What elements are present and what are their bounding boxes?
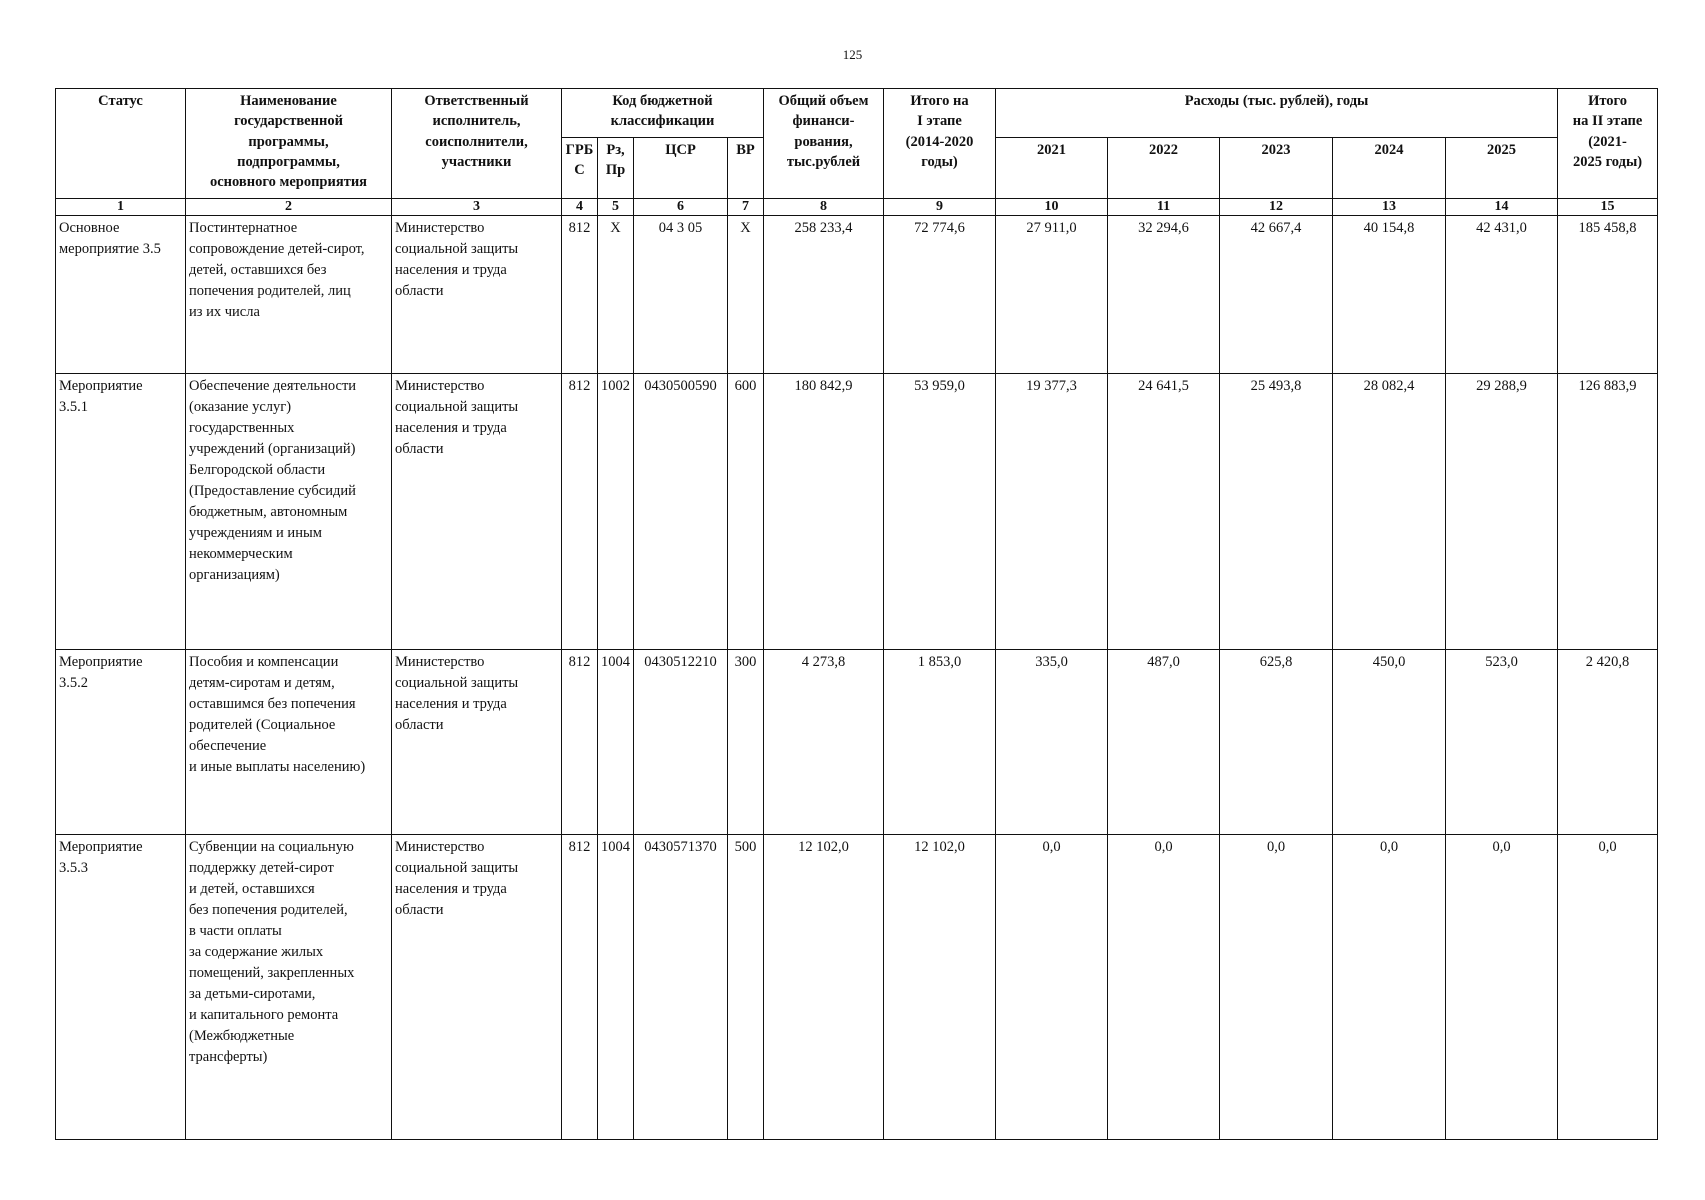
row-2022: 0,0 [1108, 834, 1220, 1139]
row-2023: 42 667,4 [1220, 216, 1333, 374]
column-number: 5 [598, 199, 634, 216]
row-status: Мероприятие 3.5.3 [56, 834, 186, 1139]
header-status: Статус [56, 89, 186, 199]
row-stage2: 0,0 [1558, 834, 1658, 1139]
row-name: Пособия и компенсации детям-сиротам и детям, оставшимся без попечения родителей (Социальное обеспечение и иные выплаты населению) [186, 649, 392, 834]
row-executor: Министерство социальной защиты населения и труда области [392, 216, 562, 374]
header-year-2023: 2023 [1220, 138, 1333, 199]
row-csr: 0430571370 [634, 834, 728, 1139]
row-2021: 335,0 [996, 649, 1108, 834]
row-grbs: 812 [562, 834, 598, 1139]
header-csr: ЦСР [634, 138, 728, 199]
row-2021: 19 377,3 [996, 374, 1108, 649]
row-2023: 0,0 [1220, 834, 1333, 1139]
row-total: 4 273,8 [764, 649, 884, 834]
header-year-2025: 2025 [1446, 138, 1558, 199]
row-stage2: 126 883,9 [1558, 374, 1658, 649]
row-csr: 04 3 05 [634, 216, 728, 374]
row-2021: 27 911,0 [996, 216, 1108, 374]
column-number: 2 [186, 199, 392, 216]
row-2024: 40 154,8 [1333, 216, 1446, 374]
row-executor: Министерство социальной защиты населения и труда области [392, 649, 562, 834]
row-2022: 24 641,5 [1108, 374, 1220, 649]
row-csr: 0430500590 [634, 374, 728, 649]
row-2022: 32 294,6 [1108, 216, 1220, 374]
row-stage1: 1 853,0 [884, 649, 996, 834]
table-row [56, 216, 1658, 374]
row-2021: 0,0 [996, 834, 1108, 1139]
header-stage2: Итого на II этапе (2021- 2025 годы) [1558, 89, 1658, 199]
row-2025: 42 431,0 [1446, 216, 1558, 374]
table-row [56, 834, 1658, 1139]
row-grbs: 812 [562, 216, 598, 374]
header-year-2022: 2022 [1108, 138, 1220, 199]
row-stage1: 72 774,6 [884, 216, 996, 374]
row-2022: 487,0 [1108, 649, 1220, 834]
row-2025: 523,0 [1446, 649, 1558, 834]
column-number: 11 [1108, 199, 1220, 216]
row-stage2: 185 458,8 [1558, 216, 1658, 374]
column-number-row [56, 199, 1658, 216]
row-status: Основное мероприятие 3.5 [56, 216, 186, 374]
row-rzpr: 1002 [598, 374, 634, 649]
row-total: 258 233,4 [764, 216, 884, 374]
row-name: Постинтернатное сопровождение детей-сирот, детей, оставшихся без попечения родителей, лиц из их числа [186, 216, 392, 374]
row-csr: 0430512210 [634, 649, 728, 834]
row-rzpr: 1004 [598, 834, 634, 1139]
column-number: 8 [764, 199, 884, 216]
row-2025: 29 288,9 [1446, 374, 1558, 649]
row-rzpr: 1004 [598, 649, 634, 834]
row-vr: Х [728, 216, 764, 374]
header-grbs: ГРБ С [562, 138, 598, 199]
row-status: Мероприятие 3.5.2 [56, 649, 186, 834]
budget-table [55, 88, 1658, 1140]
header-year-2021: 2021 [996, 138, 1108, 199]
column-number: 3 [392, 199, 562, 216]
row-total: 12 102,0 [764, 834, 884, 1139]
row-2023: 625,8 [1220, 649, 1333, 834]
row-executor: Министерство социальной защиты населения и труда области [392, 374, 562, 649]
row-vr: 600 [728, 374, 764, 649]
row-2024: 28 082,4 [1333, 374, 1446, 649]
column-number: 6 [634, 199, 728, 216]
column-number: 9 [884, 199, 996, 216]
row-grbs: 812 [562, 374, 598, 649]
column-number: 13 [1333, 199, 1446, 216]
row-stage1: 12 102,0 [884, 834, 996, 1139]
page-number: 125 [842, 47, 863, 62]
row-name: Субвенции на социальную поддержку детей-сирот и детей, оставшихся без попечения родителей, в части оплаты за содержание жилых помещений, закрепленных за детьми-сиротами, и капитального ремонта (Межбюджетные трансферты) [186, 834, 392, 1139]
column-number: 10 [996, 199, 1108, 216]
column-number: 12 [1220, 199, 1333, 216]
row-stage2: 2 420,8 [1558, 649, 1658, 834]
row-status: Мероприятие 3.5.1 [56, 374, 186, 649]
column-number: 14 [1446, 199, 1558, 216]
table-row [56, 374, 1658, 649]
row-total: 180 842,9 [764, 374, 884, 649]
row-2024: 450,0 [1333, 649, 1446, 834]
header-vr: ВР [728, 138, 764, 199]
header-total-volume: Общий объем финанси- рования, тыс.рублей [764, 89, 884, 199]
header-stage1: Итого на I этапе (2014-2020 годы) [884, 89, 996, 199]
header-rzpr: Рз, Пр [598, 138, 634, 199]
header-executor: Ответственный исполнитель, соисполнители, участники [392, 89, 562, 199]
row-stage1: 53 959,0 [884, 374, 996, 649]
column-number: 4 [562, 199, 598, 216]
row-rzpr: Х [598, 216, 634, 374]
header-program-name: Наименование государственной программы, подпрограммы, основного мероприятия [186, 89, 392, 199]
row-executor: Министерство социальной защиты населения и труда области [392, 834, 562, 1139]
row-vr: 500 [728, 834, 764, 1139]
column-number: 1 [56, 199, 186, 216]
row-vr: 300 [728, 649, 764, 834]
table-row [56, 649, 1658, 834]
column-number: 15 [1558, 199, 1658, 216]
header-year-2024: 2024 [1333, 138, 1446, 199]
header-expenses: Расходы (тыс. рублей), годы [996, 89, 1558, 138]
row-name: Обеспечение деятельности (оказание услуг) государственных учреждений (организаций) Белгородской области (Предоставление субсидий бюджетным, автономным учреждениям и иным некоммерческим организациям) [186, 374, 392, 649]
row-2025: 0,0 [1446, 834, 1558, 1139]
header-budget-code: Код бюджетной классификации [562, 89, 764, 138]
column-number: 7 [728, 199, 764, 216]
row-2024: 0,0 [1333, 834, 1446, 1139]
row-2023: 25 493,8 [1220, 374, 1333, 649]
row-grbs: 812 [562, 649, 598, 834]
